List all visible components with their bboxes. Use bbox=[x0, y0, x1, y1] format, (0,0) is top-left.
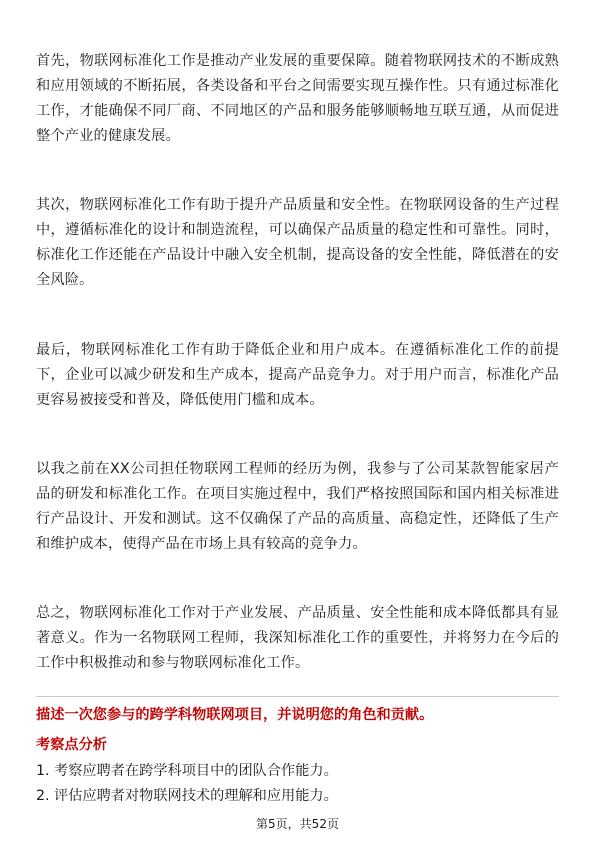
body-paragraph-2: 其次，物联网标准化工作有助于提升产品质量和安全性。在物联网设备的生产过程中，遵循标准化的设计和制造流程，可以确保产品质量的稳定性和可靠性。同时，标准化工作还能在产品设计中融入安全机制，提高设备的安全性能，降低潜在的安全风险。 bbox=[36, 197, 559, 288]
analysis-heading: 考察点分析 bbox=[36, 737, 107, 753]
body-paragraph-1: 首先，物联网标准化工作是推动产业发展的重要保障。随着物联网技术的不断成熟和应用领域的不断拓展，各类设备和平台之间需要实现互操作性。只有通过标准化工作，才能确保不同厂商、不同地区的产品和服务能够顺畅地互联互通，从而促进整个产业的健康发展。 bbox=[36, 53, 559, 144]
section-divider bbox=[36, 696, 559, 697]
page-number: 第5页，共52页 bbox=[256, 817, 339, 831]
analysis-item: 1. 考察应聘者在跨学科项目中的团队合作能力。 bbox=[36, 763, 338, 779]
body-paragraph-3: 最后，物联网标准化工作有助于降低企业和用户成本。在遵循标准化工作的前提下，企业可以减少研发和生产成本，提高产品竞争力。对于用户而言，标准化产品更容易被接受和普及，降低使用门槛和成本。 bbox=[36, 342, 559, 408]
analysis-item: 2. 评估应聘者对物联网技术的理解和应用能力。 bbox=[36, 788, 338, 804]
interview-question: 描述一次您参与的跨学科物联网项目，并说明您的角色和贡献。 bbox=[36, 707, 434, 723]
body-paragraph-4: 以我之前在XX公司担任物联网工程师的经历为例，我参与了公司某款智能家居产品的研发和标准化工作。在项目实施过程中，我们严格按照国际和国内相关标准进行产品设计、开发和测试。这不仅确保了产品的高质量、高稳定性，还降低了生产和维护成本，使得产品在市场上具有较高的竞争力。 bbox=[36, 461, 559, 552]
analysis-list bbox=[36, 759, 559, 809]
body-paragraph-5: 总之，物联网标准化工作对于产业发展、产品质量、安全性能和成本降低都具有显著意义。作为一名物联网工程师，我深知标准化工作的重要性，并将努力在今后的工作中积极推动和参与物联网标准化工作。 bbox=[36, 605, 559, 671]
